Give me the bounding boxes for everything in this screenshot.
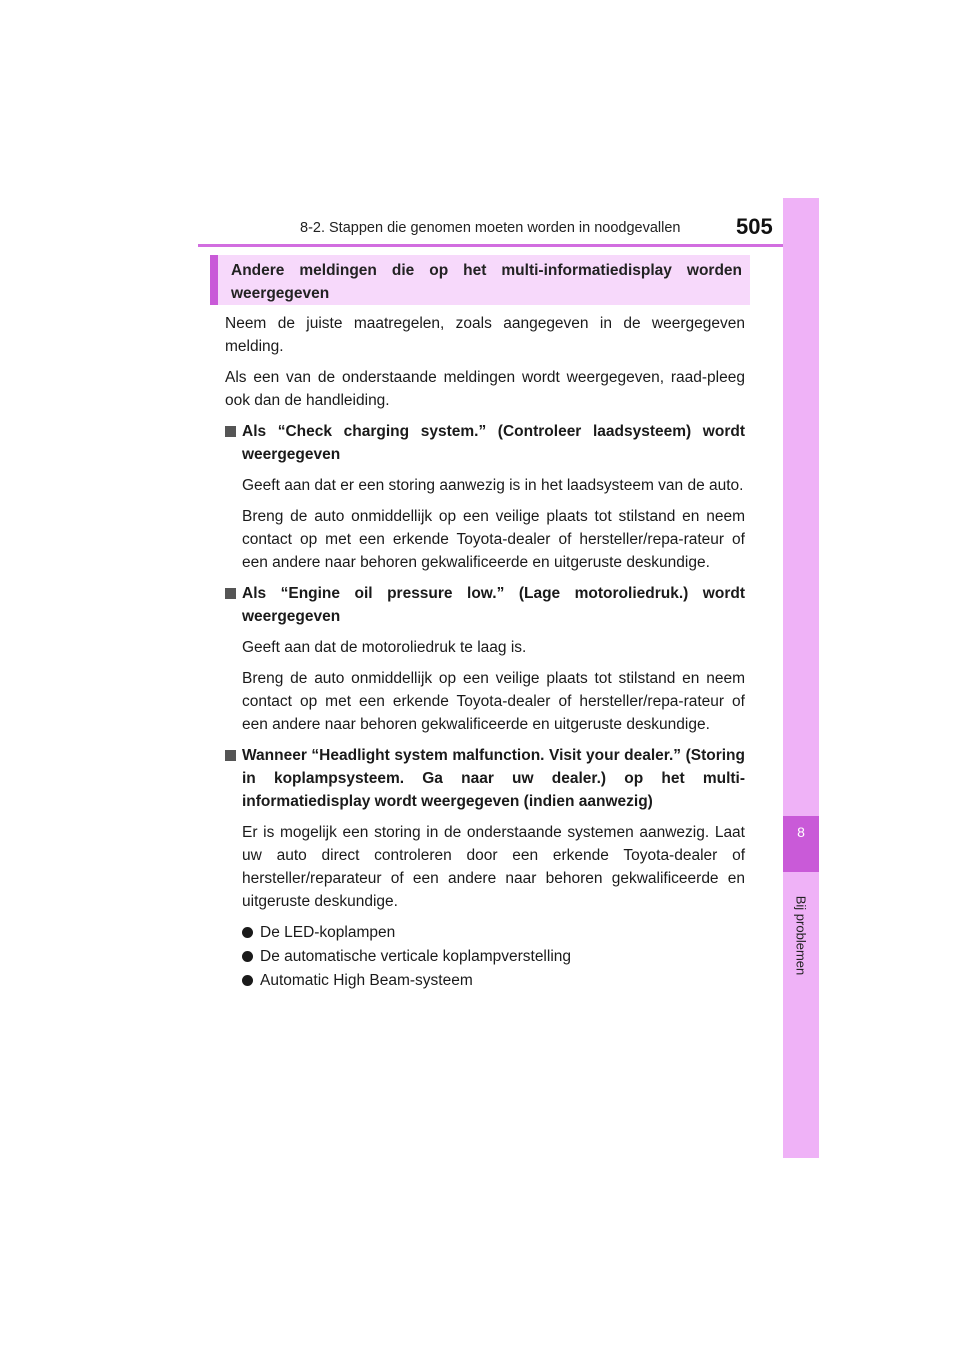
square-bullet-icon — [225, 588, 236, 599]
item-heading — [225, 744, 745, 813]
item-heading — [225, 582, 745, 628]
item-paragraph: Breng de auto onmiddellijk op een veilige plaats tot stilstand en neem contact op met een erkende Toyota-dealer of hersteller/repa-rateur of een andere naar behoren gekwalificeerde en uitgeruste deskundige. — [242, 670, 745, 733]
round-bullet-icon — [242, 951, 253, 962]
chapter-side-tab — [783, 198, 819, 1158]
round-bullet-icon — [242, 927, 253, 938]
round-bullet-icon — [242, 975, 253, 986]
message-item-oil-pressure — [225, 582, 745, 736]
item-heading-text: Als “Engine oil pressure low.” (Lage motoroliedruk.) wordt weergegeven — [242, 585, 745, 625]
item-paragraph: Er is mogelijk een storing in de onderstaande systemen aanwezig. Laat uw auto direct controleren door een erkende Toyota-dealer of hersteller/reparateur of een andere naar behoren gekwalificeerde en uitgeruste deskundige. — [242, 824, 745, 910]
intro-paragraph-2: Als een van de onderstaande meldingen wordt weergegeven, raad-pleeg ook dan de handleiding. — [225, 369, 745, 409]
page-number: 505 — [736, 214, 773, 239]
section-title: Andere meldingen die op het multi-informatiedisplay worden weergegeven — [231, 262, 742, 302]
square-bullet-icon — [225, 750, 236, 761]
square-bullet-icon — [225, 426, 236, 437]
message-item-check-charging — [225, 420, 745, 574]
chapter-section-title: 8-2. Stappen die genomen moeten worden in noodgevallen — [300, 220, 681, 236]
header-divider — [198, 244, 818, 247]
item-paragraph: Geeft aan dat de motoroliedruk te laag is. — [242, 639, 527, 656]
list-item-text: De automatische verticale koplampverstelling — [260, 948, 572, 965]
item-paragraph: Breng de auto onmiddellijk op een veilige plaats tot stilstand en neem contact op met een erkende Toyota-dealer of hersteller/repa-rateur of een andere naar behoren gekwalificeerde en uitgeruste deskundige. — [242, 508, 745, 571]
intro-paragraph-1: Neem de juiste maatregelen, zoals aangegeven in de weergegeven melding. — [225, 315, 745, 355]
chapter-number: 8 — [797, 824, 805, 840]
list-item — [225, 945, 745, 968]
list-item — [225, 921, 745, 944]
list-item — [225, 969, 745, 992]
item-heading-text: Als “Check charging system.” (Controleer laadsysteem) wordt weergegeven — [242, 423, 745, 463]
chapter-label — [783, 880, 819, 990]
message-item-headlight — [225, 744, 745, 992]
chapter-label-text: Bij problemen — [793, 895, 809, 975]
section-heading-box — [210, 255, 750, 305]
item-paragraph: Geeft aan dat er een storing aanwezig is in het laadsysteem van de auto. — [242, 477, 744, 494]
item-heading-text: Wanneer “Headlight system malfunction. Visit your dealer.” (Storing in koplampsysteem. Ga naar uw dealer.) op het multi-informatiedisplay wordt weergegeven (indien aanwezig) — [242, 747, 745, 810]
page-content — [225, 312, 745, 1000]
list-item-text: Automatic High Beam-systeem — [260, 972, 473, 989]
list-item-text: De LED-koplampen — [260, 924, 396, 941]
item-heading — [225, 420, 745, 466]
